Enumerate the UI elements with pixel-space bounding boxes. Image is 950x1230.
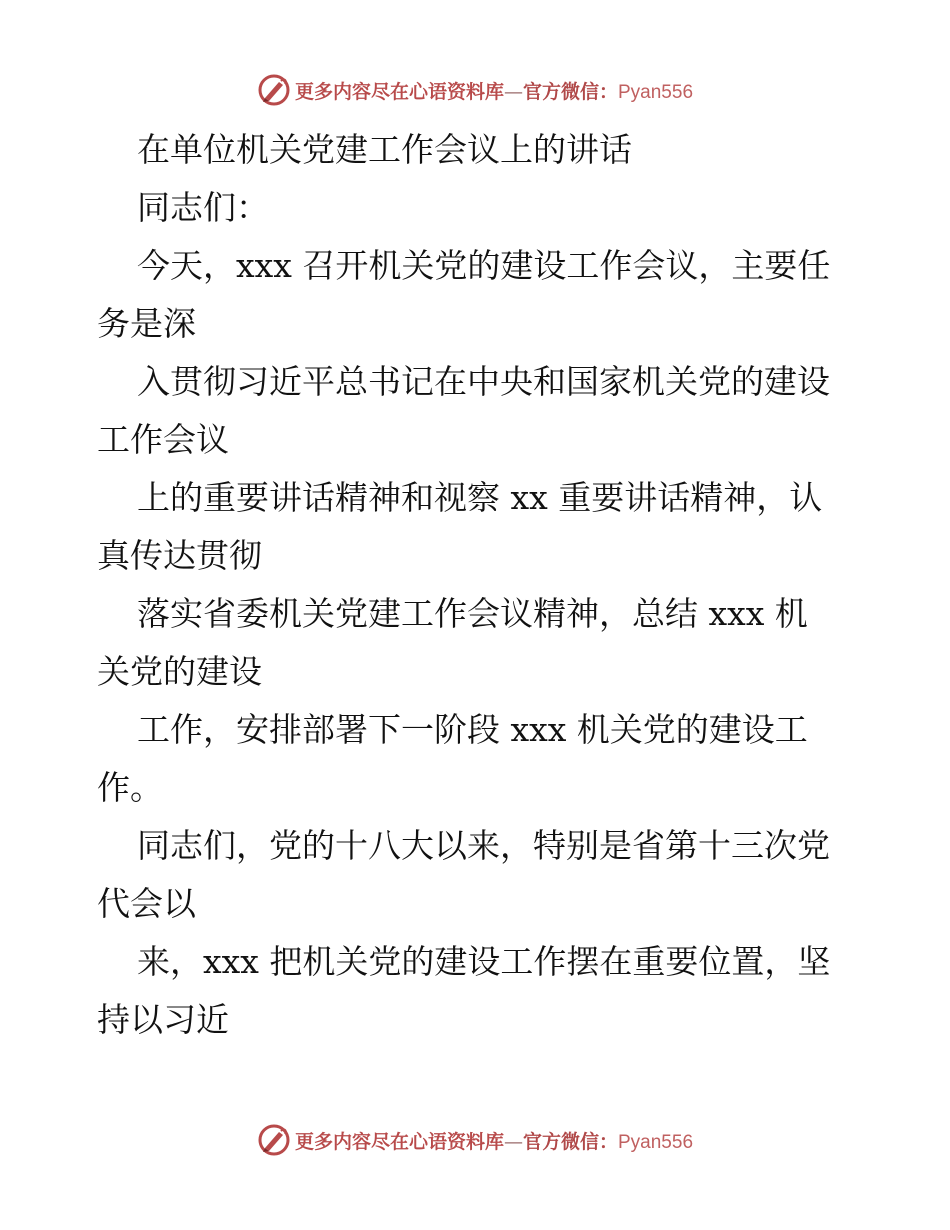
paragraph-line: 持以习近: [97, 1000, 229, 1039]
banner-wechat-label: 官方微信：: [522, 80, 618, 103]
banner-separator: —: [503, 1130, 523, 1153]
paragraph-line: 入贯彻习近平总书记在中央和国家机关党的建设: [137, 362, 830, 401]
header-banner: [0, 70, 950, 110]
document-body: [97, 121, 857, 1049]
document-title: 在单位机关党建工作会议上的讲话: [137, 130, 632, 169]
banner-separator: —: [503, 80, 523, 103]
paragraph-line: 工作，安排部署下一阶段 xxx 机关党的建设工: [137, 710, 808, 749]
paragraph-line: 代会以: [97, 884, 196, 923]
pen-logo-icon: [257, 1123, 291, 1157]
banner-main-text: 更多内容尽在心语资料库: [294, 80, 504, 103]
paragraph-line: 上的重要讲话精神和视察 xx 重要讲话精神，认: [137, 478, 823, 517]
banner-wechat-id: Pyan556: [618, 81, 694, 103]
paragraph-line: 工作会议: [97, 420, 229, 459]
paragraph-line: 今天，xxx 召开机关党的建设工作会议，主要任: [137, 246, 831, 285]
banner-text: [295, 77, 693, 104]
footer-banner: [0, 1120, 950, 1160]
paragraph-line: 同志们，党的十八大以来，特别是省第十三次党: [137, 826, 830, 865]
banner-main-text: 更多内容尽在心语资料库: [294, 1130, 504, 1153]
banner-text: [295, 1127, 693, 1154]
paragraph-line: 务是深: [97, 304, 196, 343]
paragraph-line: 落实省委机关党建工作会议精神，总结 xxx 机: [137, 594, 808, 633]
paragraph-line: 来，xxx 把机关党的建设工作摆在重要位置，坚: [137, 942, 831, 981]
paragraph-line: 关党的建设: [97, 652, 262, 691]
paragraph-line: 真传达贯彻: [97, 536, 262, 575]
salutation-line: 同志们：: [137, 188, 269, 227]
banner-wechat-label: 官方微信：: [522, 1130, 618, 1153]
pen-logo-icon: [257, 73, 291, 107]
paragraph-line: 作。: [97, 768, 163, 807]
banner-wechat-id: Pyan556: [618, 1131, 694, 1153]
